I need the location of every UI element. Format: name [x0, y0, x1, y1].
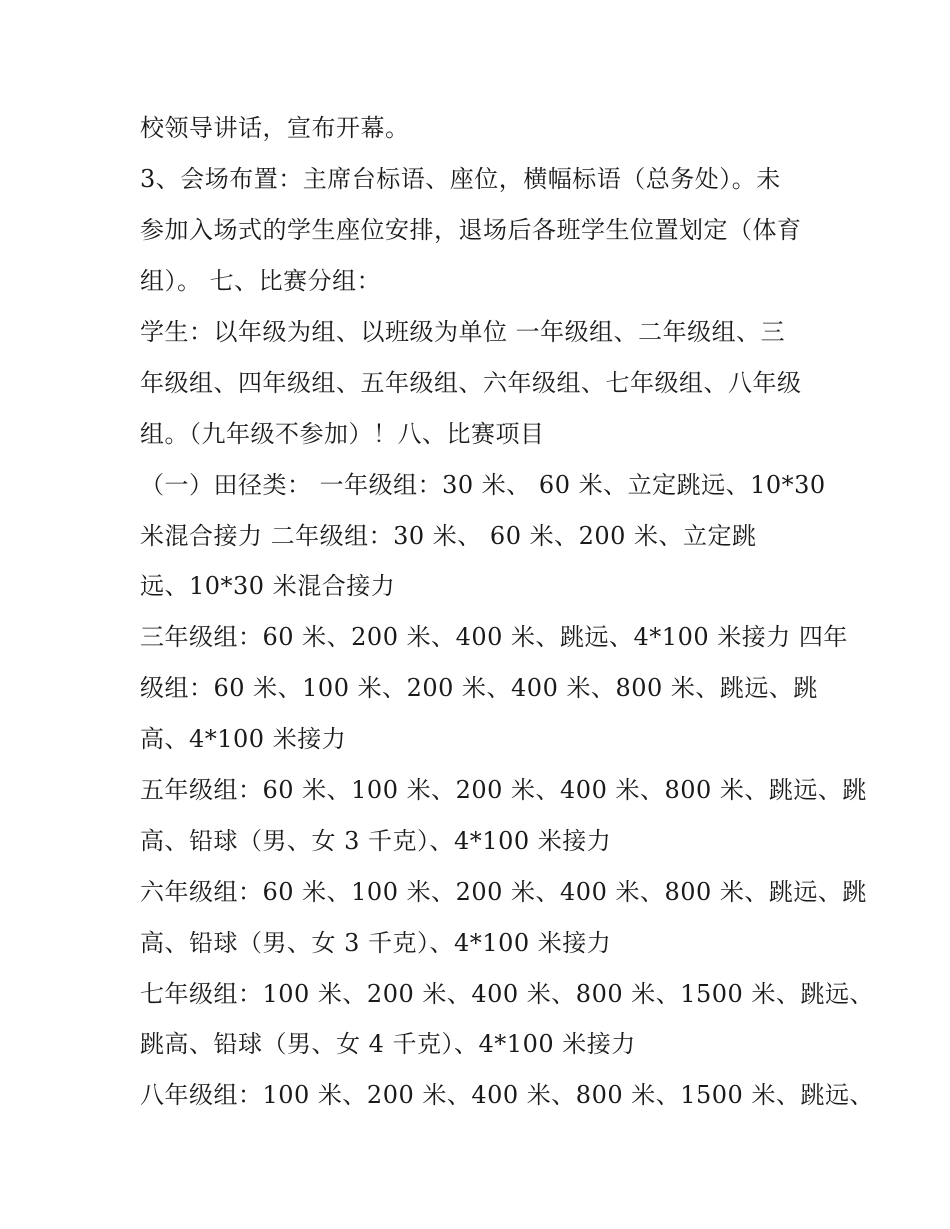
text-line: 组。（九年级不参加）！八、比赛项目	[140, 420, 545, 448]
text-line: 七年级组：100 米、200 米、400 米、800 米、1500 米、跳远、	[140, 980, 874, 1008]
text-line: 参加入场式的学生座位安排，退场后各班学生位置划定（体育	[140, 216, 802, 244]
text-line: 五年级组：60 米、100 米、200 米、400 米、800 米、跳远、跳	[140, 776, 867, 804]
text-line: 高、铅球（男、女 3 千克）、4*100 米接力	[140, 827, 612, 855]
text-line: 八年级组：100 米、200 米、400 米、800 米、1500 米、跳远、	[140, 1081, 874, 1109]
text-line: 组）。 七、比赛分组：	[140, 267, 382, 295]
text-line: 学生：以年级为组、以班级为单位 一年级组、二年级组、三	[140, 318, 786, 346]
text-line: 高、铅球（男、女 3 千克）、4*100 米接力	[140, 929, 612, 957]
text-line: （一）田径类： 一年级组：30 米、 60 米、立定跳远、10*30	[140, 471, 826, 499]
text-line: 远、10*30 米混合接力	[140, 572, 396, 600]
text-line: 米混合接力 二年级组：30 米、 60 米、200 米、立定跳	[140, 522, 757, 550]
text-line: 年级组、四年级组、五年级组、六年级组、七年级组、八年级	[140, 369, 802, 397]
text-line: 三年级组：60 米、200 米、400 米、跳远、4*100 米接力 四年	[140, 623, 848, 651]
text-line: 级组：60 米、100 米、200 米、400 米、800 米、跳远、跳	[140, 674, 818, 702]
text-line: 3、会场布置：主席台标语、座位，横幅标语（总务处）。未	[140, 165, 781, 193]
text-line: 六年级组：60 米、100 米、200 米、400 米、800 米、跳远、跳	[140, 878, 867, 906]
text-line: 校领导讲话，宣布开幕。	[140, 114, 410, 142]
text-line: 跳高、铅球（男、女 4 千克）、4*100 米接力	[140, 1030, 636, 1058]
text-line: 高、4*100 米接力	[140, 725, 347, 753]
